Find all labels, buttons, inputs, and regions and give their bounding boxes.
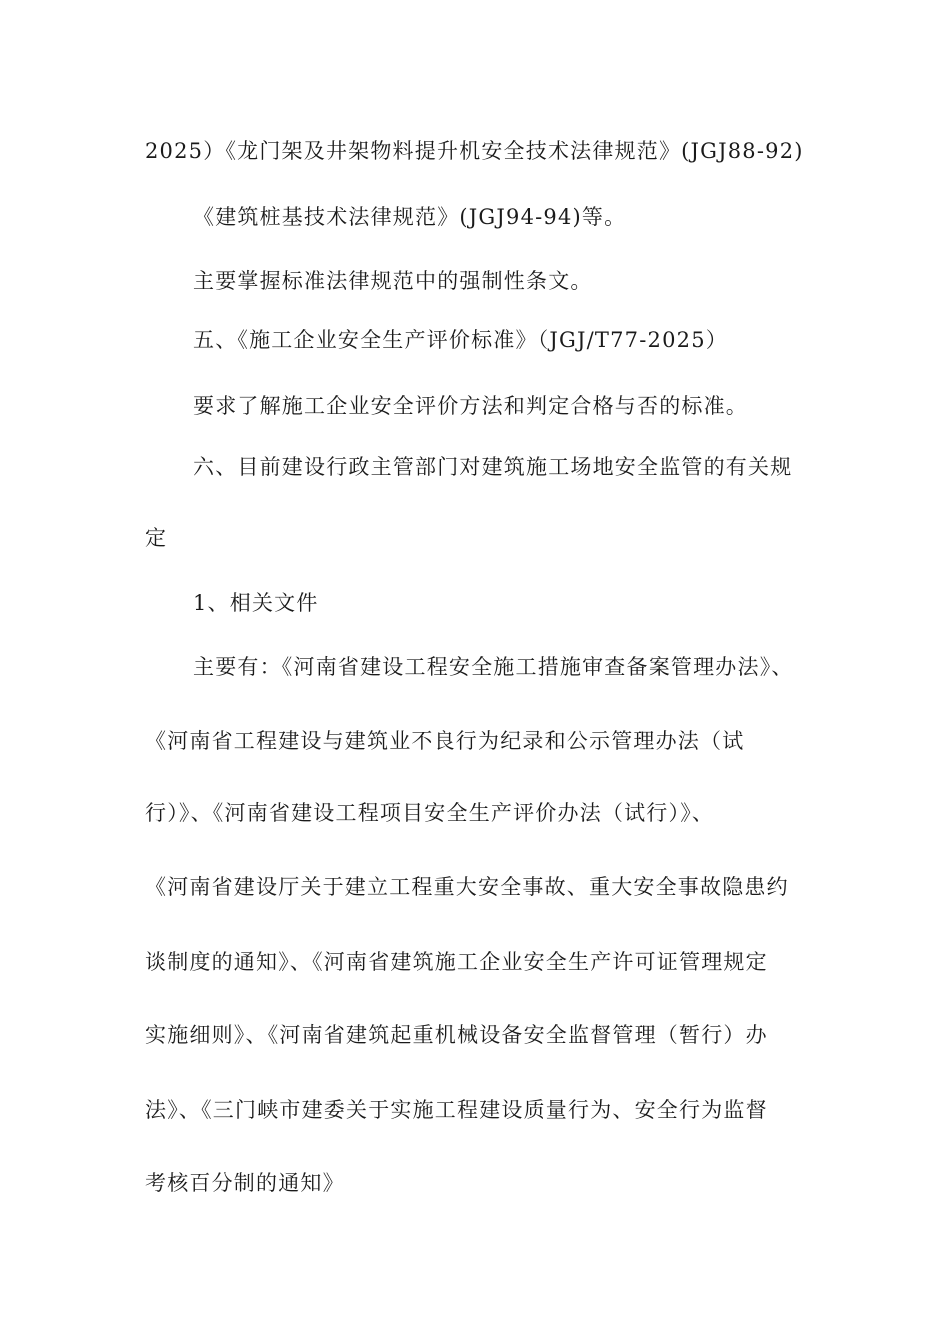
text-line: 实施细则》、《河南省建筑起重机械设备安全监督管理（暂行）办 bbox=[145, 1023, 768, 1047]
text-line: 要求了解施工企业安全评价方法和判定合格与否的标准。 bbox=[193, 394, 748, 418]
text-line: 谈制度的通知》、《河南省建筑施工企业安全生产许可证管理规定 bbox=[145, 950, 768, 974]
text-line: 六、目前建设行政主管部门对建筑施工场地安全监管的有关规 bbox=[193, 455, 793, 479]
text-line: 2025）《龙门架及井架物料提升机安全技术法律规范》(JGJ88-92) bbox=[145, 139, 804, 163]
text-line: 定 bbox=[145, 526, 168, 550]
text-line: 法》、《三门峡市建委关于实施工程建设质量行为、安全行为监督 bbox=[145, 1098, 768, 1122]
text-line: 《河南省建设厅关于建立工程重大安全事故、重大安全事故隐患约 bbox=[145, 875, 789, 899]
text-line: 五、《施工企业安全生产评价标准》（JGJ/T77-2025） bbox=[193, 328, 728, 352]
text-line: 考核百分制的通知》 bbox=[145, 1171, 345, 1195]
text-line: 主要掌握标准法律规范中的强制性条文。 bbox=[193, 269, 593, 293]
text-line: 行）》、《河南省建设工程项目安全生产评价办法（试行）》、 bbox=[145, 801, 715, 825]
text-line: 1、相关文件 bbox=[193, 591, 319, 615]
text-line: 主要有：《河南省建设工程安全施工措施审查备案管理办法》、 bbox=[193, 655, 794, 679]
text-line: 《河南省工程建设与建筑业不良行为纪录和公示管理办法（试 bbox=[145, 729, 745, 753]
text-line: 《建筑桩基技术法律规范》(JGJ94-94)等。 bbox=[193, 205, 627, 229]
